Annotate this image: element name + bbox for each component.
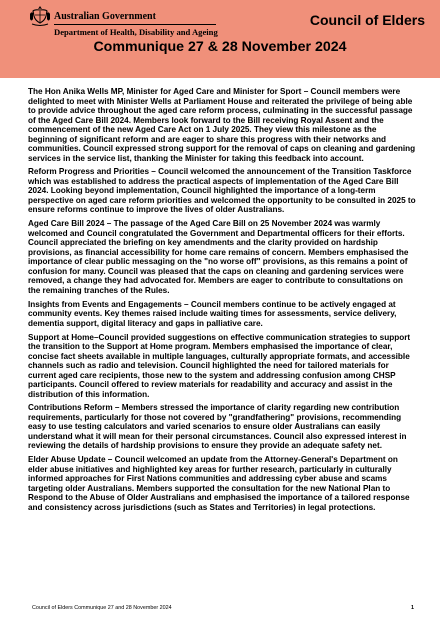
- section-body: Council members were delighted to meet with Minister Wells at Parliament House and reiterated the privilege of being able to provide advice throughout the aged care reform process, culminating in the successful passage of the Aged Care Bill 2024. Members look forward to the Bill receiving Royal Assent and the commencement of the new Aged Care Act on 1 July 2025. They view this milestone as the beginning of significant reform and are eager to share this progress with their networks and communities. Council expressed strong support for the removal of caps on cleaning and gardening services in the service list, thanking the Minister for taking this feedback into account.: [28, 87, 416, 163]
- section-paragraph: [28, 455, 416, 512]
- section-paragraph: [28, 333, 416, 400]
- section-paragraph: [28, 219, 416, 295]
- section-paragraph: [28, 87, 416, 163]
- communique-title: Communique 27 & 28 November 2024: [93, 39, 347, 55]
- section-body: Council welcomed the announcement of the Transition Taskforce which was established to address the practical aspects of implementation of the Aged Care Bill 2024. Looking beyond implementation, Council highlighted the importance of a long-term perspective on aged care reform priorities and welcomed the opportunity to be consulted in 2025 to ensure reforms continue to improve the lives of older Australians.: [28, 167, 416, 215]
- council-title: Council of Elders: [309, 12, 425, 28]
- section-paragraph: [28, 403, 416, 451]
- coat-of-arms-icon: [29, 5, 51, 27]
- section-separator: –: [93, 332, 99, 342]
- section-body: Council members continue to be actively engaged at community events. Key themes raised include waiting times for assessments, service delivery, dementia support, digital literacy and gaps in palliative care.: [28, 299, 397, 328]
- section-separator: –: [104, 219, 114, 229]
- section-heading: Reform Progress and Priorities: [28, 167, 150, 177]
- section-separator: –: [112, 403, 122, 413]
- section-heading: Contributions Reform: [28, 403, 113, 413]
- section-body: Council provided suggestions on effective communication strategies to support the transition to the Support at Home program. Members emphasised the importance of clear, concise fact sheets available in multiple languages, culturally appropriate formats, and accessible channels such as radio and television. Council highlighted the need for tailored materials for current aged care recipients, those new to the system and addressing confusion among CHSP participants. Council offered to review materials for readability and accuracy and assist in the distribution of this information.: [28, 332, 411, 399]
- footer-text: Council of Elders Communique 27 and 28 November 2024: [32, 605, 172, 611]
- section-heading: Aged Care Bill 2024: [28, 219, 105, 229]
- communique-body: [28, 87, 416, 517]
- section-paragraph: [28, 167, 416, 215]
- section-heading: Support at Home: [28, 332, 94, 342]
- section-paragraph: [28, 300, 416, 329]
- header-banner: [0, 0, 440, 78]
- section-body: Members stressed the importance of clarity regarding new contribution requirements, particularly for those not covered by "grandfathering" provisions, recommending easy to use testing calculators and varied scenarios to ensure older Australians can easily understand what it will mean for their personal circumstances. Council also expressed interest in reviewing the details of hardship provisions to ensure they provide an adequate safety net.: [28, 403, 407, 451]
- section-body: Council welcomed an update from the Attorney-General's Department on elder abuse initiatives and highlighted key areas for further research, particularly in culturally informed approaches for First Nations communities and addressing cyber abuse and scams targeting older Australians. Members supported the consultation for the new National Plan to Respond to the Abuse of Older Australians and emphasised the importance of a tailored response and consistency across jurisdictions (such as States and Territories) in legal protections.: [28, 455, 410, 512]
- section-separator: –: [301, 87, 311, 96]
- page-number: 1: [411, 605, 414, 611]
- section-separator: –: [181, 299, 191, 309]
- section-separator: –: [105, 455, 115, 465]
- header-divider: [54, 24, 216, 25]
- section-heading: Elder Abuse Update: [28, 455, 106, 465]
- section-heading: Insights from Events and Engagements: [28, 299, 182, 309]
- section-body: The passage of the Aged Care Bill on 25 November 2024 was warmly welcomed and Council congratulated the Government and Departmental officers for their efforts. Council appreciated the briefing on key amendments and the clarity provided on hardship provisions, as financial accessibility for home care remains of concern. Members emphasised the importance of clear public messaging on the "no worse off" provisions, as this remains a point of confusion for many. Council was pleased that the caps on cleaning and gardening services were removed, a change they had advocated for. Members are eager to contribute to consultations on the remaining tranches of the Rules.: [28, 219, 409, 295]
- section-separator: –: [149, 167, 159, 177]
- government-name: Australian Government: [54, 11, 156, 22]
- department-name: Department of Health, Disability and Ageing: [54, 27, 218, 37]
- section-heading: The Hon Anika Wells MP, Minister for Aged Care and Minister for Sport: [28, 87, 302, 96]
